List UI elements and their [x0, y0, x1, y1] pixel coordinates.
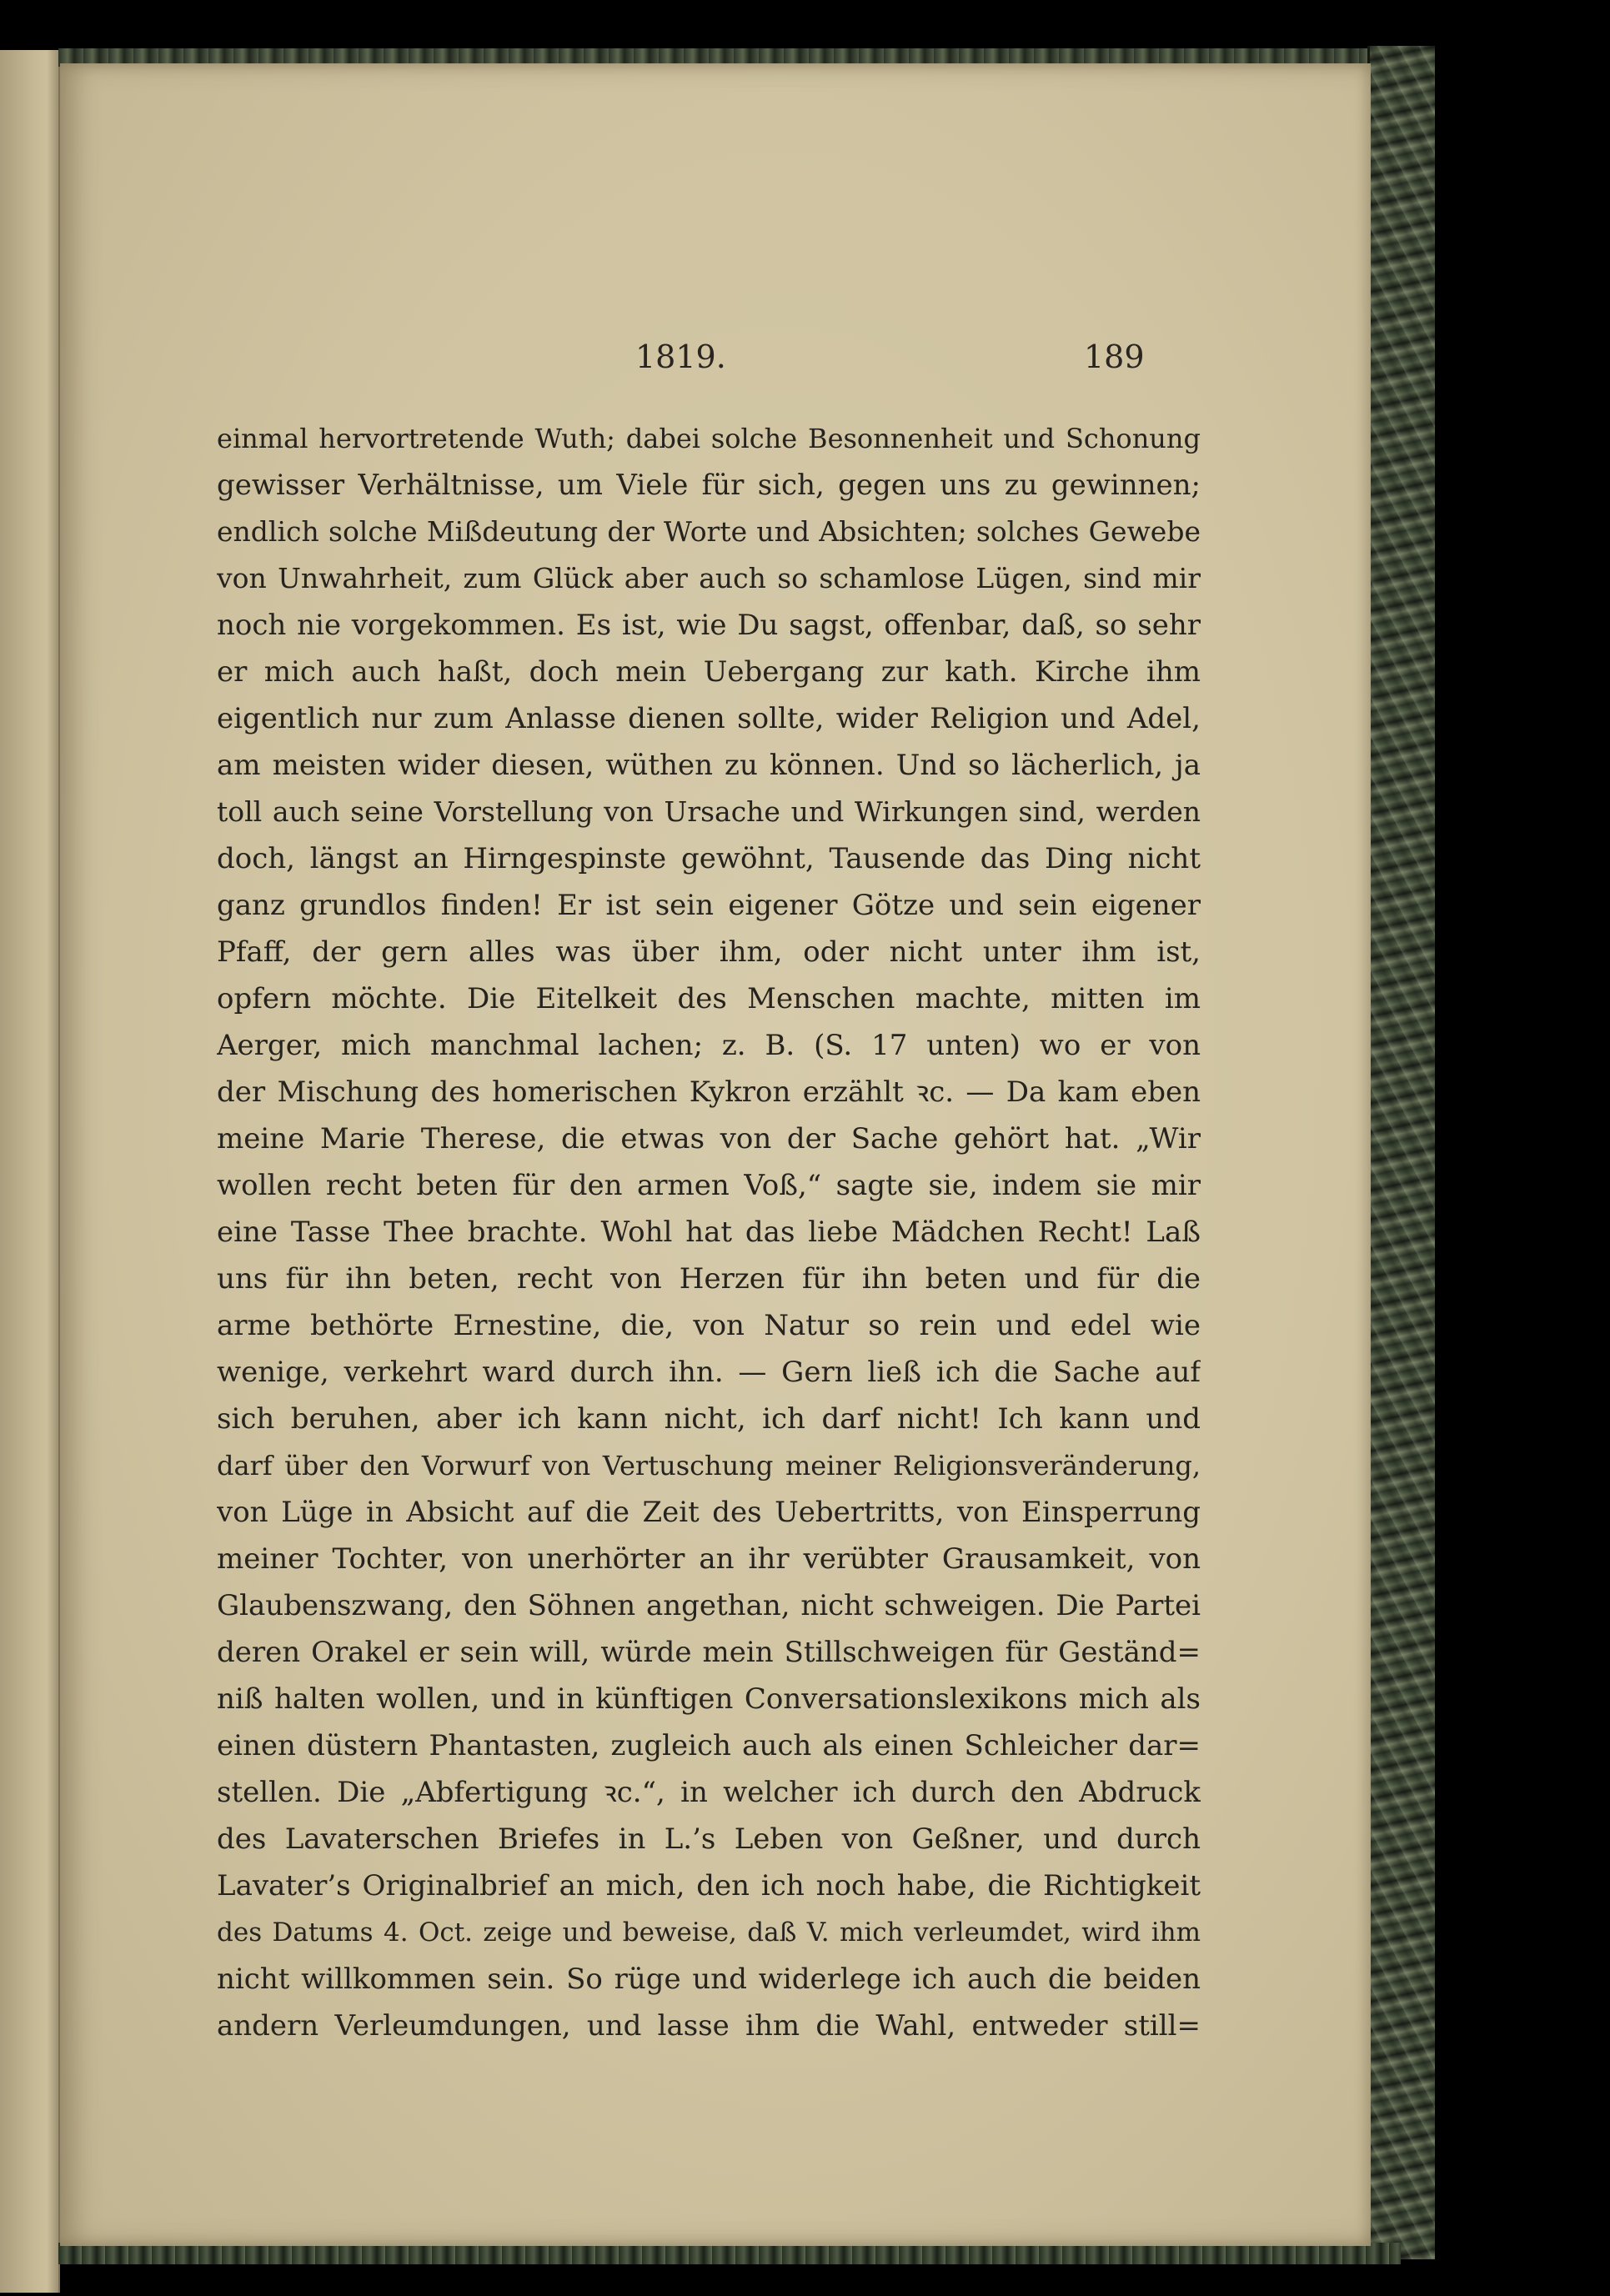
page-number: 189	[1084, 338, 1145, 375]
book-page	[60, 63, 1371, 2246]
text-line: ganz grundlos finden! Er ist sein eigener Götze und sein eigener	[217, 889, 1201, 922]
text-line: von Unwahrheit, zum Glück aber auch so schamlose Lügen, sind mir	[217, 562, 1201, 594]
text-line: eigentlich nur zum Anlasse dienen sollte, wider Religion und Adel,	[217, 702, 1201, 735]
running-head-year: 1819.	[635, 338, 726, 375]
text-line: des Datums 4. Oct. zeige und beweise, daß V. mich verleumdet, wird ihm	[217, 1918, 1201, 1948]
text-line: niß halten wollen, und in künftigen Conversationslexikons mich als	[217, 1682, 1201, 1716]
text-line: eine Tasse Thee brachte. Wohl hat das liebe Mädchen Recht! Laß	[217, 1216, 1201, 1249]
text-line: einen düstern Phantasten, zugleich auch als einen Schleicher dar=	[217, 1729, 1201, 1762]
text-line: wenige, verkehrt ward durch ihn. — Gern ließ ich die Sache auf	[217, 1356, 1201, 1389]
text-line: deren Orakel er sein will, würde mein Stillschweigen für Geständ=	[217, 1636, 1201, 1669]
text-line: endlich solche Mißdeutung der Worte und Absichten; solches Gewebe	[217, 515, 1201, 548]
text-line: gewisser Verhältnisse, um Viele für sich, gegen uns zu gewinnen;	[217, 469, 1201, 502]
text-line: nicht willkommen sein. So rüge und widerlege ich auch die beiden	[217, 1963, 1201, 1996]
text-line: noch nie vorgekommen. Es ist, wie Du sagst, offenbar, daß, so sehr	[217, 609, 1201, 642]
running-head	[60, 338, 1371, 380]
text-line: einmal hervortretende Wuth; dabei solche Besonnenheit und Schonung	[217, 423, 1201, 454]
text-line: Aerger, mich manchmal lachen; z. B. (S. 17 unten) wo er von	[217, 1029, 1201, 1062]
text-line: des Lavaterschen Briefes in L.’s Leben von Geßner, und durch	[217, 1822, 1201, 1856]
text-line: von Lüge in Absicht auf die Zeit des Uebertritts, von Einsperrung	[217, 1496, 1201, 1529]
body-text	[217, 415, 1201, 2049]
text-line: meine Marie Therese, die etwas von der Sache gehört hat. „Wir	[217, 1122, 1201, 1156]
text-line: Pfaff, der gern alles was über ihm, oder nicht unter ihm ist,	[217, 935, 1201, 969]
text-line: sich beruhen, aber ich kann nicht, ich darf nicht! Ich kann und	[217, 1402, 1201, 1436]
text-line: meiner Tochter, von unerhörter an ihr verübter Grausamkeit, von	[217, 1542, 1201, 1576]
text-line: andern Verleumdungen, und lasse ihm die Wahl, entweder still=	[217, 2009, 1201, 2043]
text-line: am meisten wider diesen, wüthen zu können. Und so lächerlich, ja	[217, 749, 1201, 782]
text-line: er mich auch haßt, doch mein Uebergang zur kath. Kirche ihm	[217, 655, 1201, 689]
text-line: doch, längst an Hirngespinste gewöhnt, Tausende das Ding nicht	[217, 842, 1201, 875]
text-line: wollen recht beten für den armen Voß,“ sagte sie, indem sie mir	[217, 1169, 1201, 1202]
text-line: der Mischung des homerischen Kykron erzählt ꝛc. — Da kam eben	[217, 1075, 1201, 1109]
text-line: darf über den Vorwurf von Vertuschung meiner Religionsveränderung,	[217, 1450, 1201, 1481]
text-line: arme bethörte Ernestine, die, von Natur so rein und edel wie	[217, 1309, 1201, 1342]
text-line: Glaubenszwang, den Söhnen angethan, nicht schweigen. Die Partei	[217, 1589, 1201, 1622]
text-line: Lavater’s Originalbrief an mich, den ich noch habe, die Richtigkeit	[217, 1869, 1201, 1902]
text-line: opfern möchte. Die Eitelkeit des Menschen machte, mitten im	[217, 982, 1201, 1015]
text-line: uns für ihn beten, recht von Herzen für ihn beten und für die	[217, 1262, 1201, 1296]
facing-page-edge	[0, 50, 60, 2293]
text-line: stellen. Die „Abfertigung ꝛc.“, in welcher ich durch den Abdruck	[217, 1776, 1201, 1809]
text-line: toll auch seine Vorstellung von Ursache und Wirkungen sind, werden	[217, 795, 1201, 828]
marbled-cover-edge	[1367, 46, 1435, 2259]
